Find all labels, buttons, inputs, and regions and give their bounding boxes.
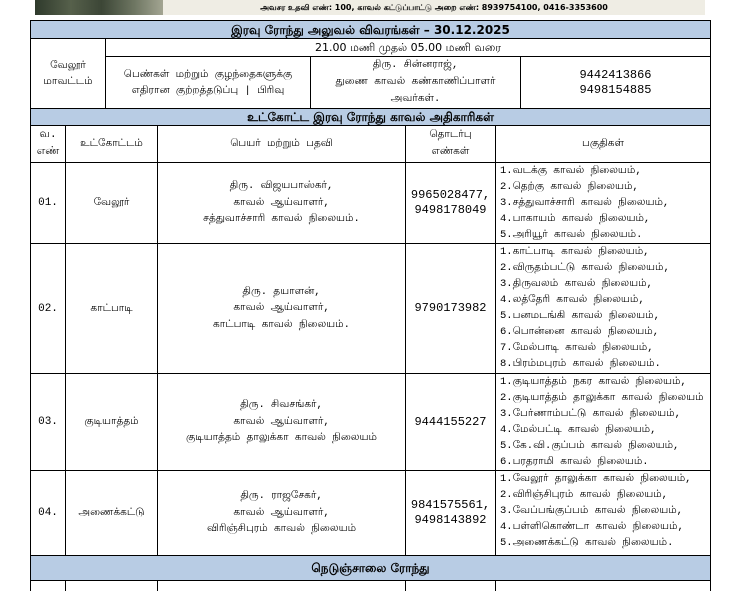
officer-line: திரு. தயாளன்,	[242, 285, 321, 298]
officer-line: திரு. சின்னராஜ்,	[372, 59, 459, 71]
area-item: 6.பரதராமி காவல் நிலையம்.	[500, 456, 649, 468]
area-item: 3.வேப்பங்குப்பம் காவல் நிலையம்,	[500, 505, 683, 517]
area-item: 2.விருதம்பட்டு காவல் நிலையம்,	[500, 262, 670, 274]
patrol-time-range: 21.00 மணி முதல் 05.00 மணி வரை	[105, 38, 711, 57]
table-row	[30, 162, 711, 244]
area-item: 4.பாகாயம் காவல் நிலையம்,	[500, 213, 651, 225]
banner-photo	[35, 0, 163, 15]
contact-numbers	[405, 470, 496, 556]
table-row-cutoff	[30, 580, 711, 591]
contact-number: 9498178049	[414, 203, 487, 217]
unit-name-line: எதிரான குற்றத்தடுப்பு | பிரிவு	[131, 84, 285, 97]
header-contact	[405, 125, 496, 163]
officer-line: காவல் ஆய்வாளர்,	[233, 302, 330, 315]
jurisdiction-areas	[495, 162, 711, 244]
area-item: 7.மேல்பாடி காவல் நிலையம்,	[500, 342, 654, 354]
roster-title: இரவு ரோந்து அலுவல் விவரங்கள் – 30.12.2025	[30, 20, 711, 39]
officer-line: காவல் ஆய்வாளர்,	[233, 506, 330, 519]
contact-number: 9790173982	[414, 301, 487, 315]
contact-number: 9841575561,	[410, 498, 491, 512]
serial-number: 03.	[30, 373, 66, 471]
table-header-row	[30, 125, 711, 163]
area-item: 4.லத்தேரி காவல் நிலையம்,	[500, 294, 645, 306]
emergency-banner	[35, 0, 705, 15]
officer-line: திரு. விஜயபாஸ்கர்,	[229, 180, 334, 193]
jurisdiction-areas	[495, 580, 711, 591]
header-subdivision: உட்கோட்டம்	[65, 125, 158, 163]
officer-line: திரு. ராஜசேகர்,	[240, 490, 323, 503]
header-serial	[30, 125, 66, 163]
header-serial-line: வ.	[39, 129, 57, 141]
header-name-designation: பெயர் மற்றும் பதவி	[157, 125, 406, 163]
officer-line: விரிஞ்சிபுரம் காவல் நிலையம்	[206, 523, 357, 536]
subdivision-name: அணைக்கட்டு	[65, 470, 158, 556]
supervising-officer-phones	[520, 56, 711, 109]
area-item: 5.அணைக்கட்டு காவல் நிலையம்.	[500, 537, 674, 549]
area-item: 2.விரிஞ்சிபுரம் காவல் நிலையம்,	[500, 489, 668, 501]
jurisdiction-areas	[495, 373, 711, 471]
contact-number: 9444155227	[414, 414, 487, 429]
subdivision-name: வேலூர்	[65, 162, 158, 244]
officer-line: காவல் ஆய்வாளர்,	[233, 196, 330, 209]
area-item: 2.தெற்கு காவல் நிலையம்,	[500, 181, 639, 193]
area-item: 4.பள்ளிகொண்டா காவல் நிலையம்,	[500, 521, 684, 533]
area-item: 8.பிரம்மபுரம் காவல் நிலையம்.	[500, 358, 661, 370]
supervising-officer	[310, 56, 521, 109]
officer-name-designation	[157, 470, 406, 556]
area-item: 1.வடக்கு காவல் நிலையம்,	[500, 165, 642, 177]
officer-line: காவல் ஆய்வாளர்,	[233, 415, 330, 428]
subdivision-name: குடியாத்தம்	[65, 373, 158, 471]
table-row	[30, 470, 711, 556]
serial-number: 02.	[30, 243, 66, 374]
unit-name	[105, 56, 311, 109]
officer-name-designation	[157, 580, 406, 591]
officer-name-designation	[157, 243, 406, 374]
area-item: 6.பொன்னை காவல் நிலையம்,	[500, 326, 660, 338]
contact-numbers	[405, 243, 496, 374]
area-item: 3.திருவலம் காவல் நிலையம்,	[500, 278, 653, 290]
subdivision-section-title: உட்கோட்ட இரவு ரோந்து காவல் அதிகாரிகள்	[30, 108, 711, 126]
highway-section-title: நெடுஞ்சாலை ரோந்து	[30, 555, 711, 581]
contact-numbers	[405, 162, 496, 244]
area-item: 4.மேல்பட்டி காவல் நிலையம்,	[500, 424, 657, 436]
area-item: 3.சத்துவாச்சாரி காவல் நிலையம்,	[500, 197, 670, 209]
contact-number: 9965028477,	[410, 188, 491, 202]
serial-number	[30, 580, 66, 591]
contact-numbers	[405, 580, 496, 591]
subdivision-name: காட்பாடி	[65, 243, 158, 374]
district-label-line: மாவட்டம்	[43, 75, 93, 88]
area-item: 5.கே.வி.குப்பம் காவல் நிலையம்,	[500, 440, 680, 452]
officer-name-designation	[157, 373, 406, 471]
area-item: 5.பனமடங்கி காவல் நிலையம்,	[500, 310, 660, 322]
serial-number: 01.	[30, 162, 66, 244]
header-contact-line: எண்கள்	[431, 146, 470, 158]
area-item: 1.குடியாத்தம் நகர காவல் நிலையம்,	[500, 376, 687, 388]
area-item: 2.குடியாத்தம் தாலுக்கா காவல் நிலையம்	[500, 392, 704, 404]
contact-number: 9498143892	[414, 513, 487, 527]
area-item: 3.பேர்ணாம்பட்டு காவல் நிலையம்,	[500, 408, 681, 420]
officer-line: துணை காவல் கண்காணிப்பாளர்	[335, 76, 496, 88]
emergency-contact-text: அவசர உதவி எண்: 100, காவல் கட்டுப்பாட்டு அறை எண்: 8939754100, 0416-3353600	[260, 3, 608, 12]
area-item: 5.அரியூர் காவல் நிலையம்.	[500, 229, 643, 241]
unit-name-line: பெண்கள் மற்றும் குழந்தைகளுக்கு	[123, 68, 293, 81]
header-areas: பகுதிகள்	[495, 125, 711, 163]
jurisdiction-areas	[495, 243, 711, 374]
officer-line: சத்துவாச்சாரி காவல் நிலையம்.	[203, 213, 360, 226]
jurisdiction-areas	[495, 470, 711, 556]
serial-number: 04.	[30, 470, 66, 556]
contact-number: 9442413866	[579, 67, 652, 82]
contact-number: 9498154885	[579, 82, 652, 97]
subdivision-name	[65, 580, 158, 591]
officer-line: அவர்கள்.	[390, 93, 441, 105]
officer-name-designation	[157, 162, 406, 244]
officer-line: குடியாத்தம் தாலுக்கா காவல் நிலையம்	[186, 432, 377, 445]
table-row	[30, 243, 711, 374]
officer-line: காட்பாடி காவல் நிலையம்.	[213, 318, 350, 331]
area-item: 1.காட்பாடி காவல் நிலையம்,	[500, 246, 650, 258]
header-contact-line: தொடர்பு	[429, 129, 472, 141]
header-serial-line: எண்	[36, 146, 60, 158]
district-label-line: வேலூர்	[50, 59, 86, 72]
district-label	[30, 38, 106, 109]
contact-numbers	[405, 373, 496, 471]
table-row	[30, 373, 711, 471]
officer-line: திரு. சிவசங்கர்,	[240, 399, 323, 412]
area-item: 1.வேலூர் தாலுக்கா காவல் நிலையம்,	[500, 473, 692, 485]
